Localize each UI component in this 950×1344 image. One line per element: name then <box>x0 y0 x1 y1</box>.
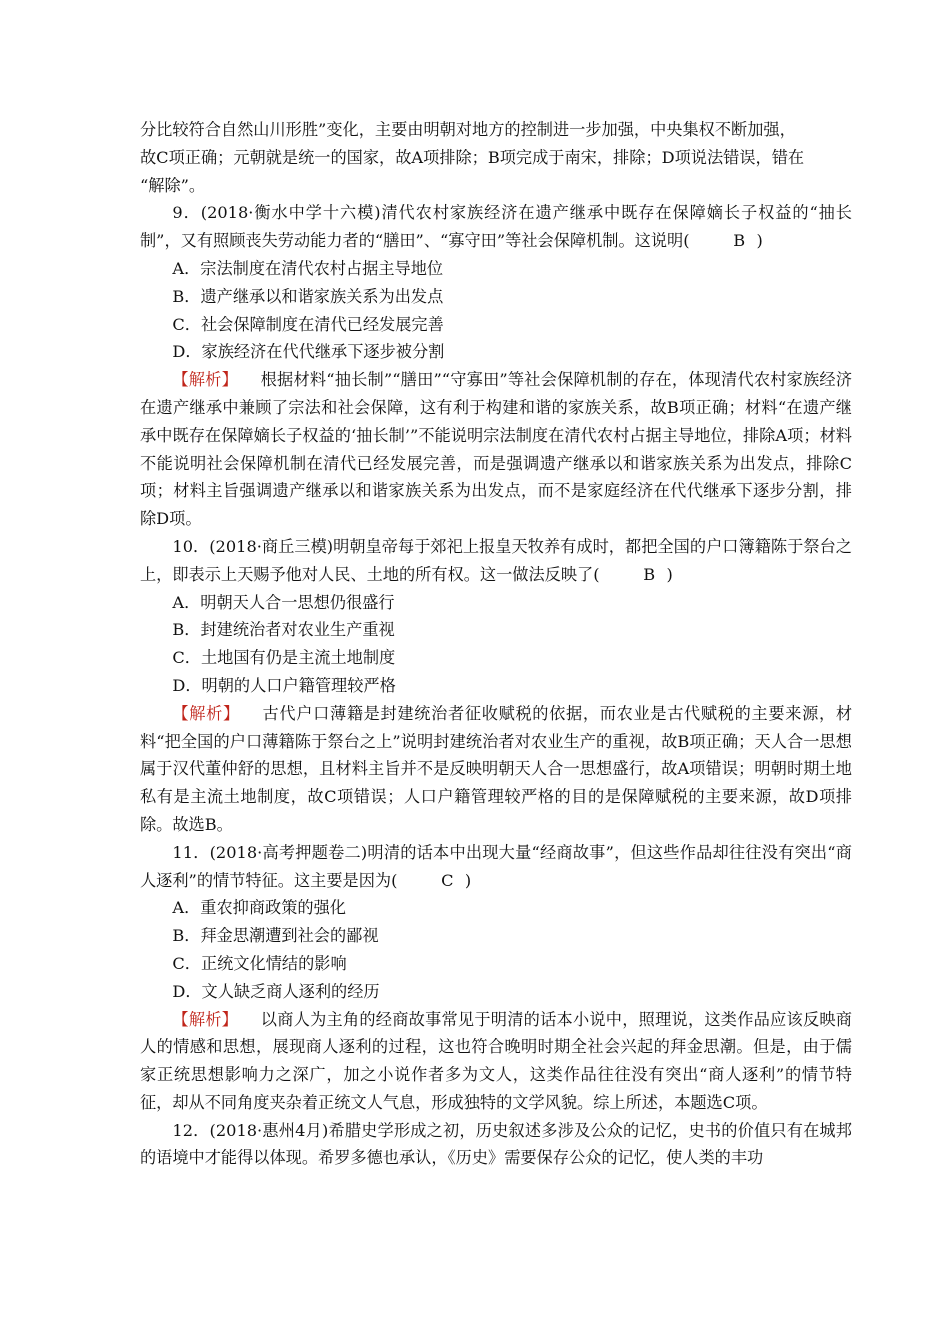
option-a: A．明朝天人合一思想仍很盛行 <box>172 592 395 612</box>
question-text-end: ) <box>464 870 472 890</box>
analysis-tag: 【解析】 <box>172 703 240 723</box>
answer-letter: B <box>733 231 746 251</box>
question-text-end: ) <box>756 231 763 251</box>
option-d: D．明朝的人口户籍管理较严格 <box>172 675 396 695</box>
question-9-stem <box>140 199 852 255</box>
answer-letter: B <box>643 564 656 584</box>
option-c: C．土地国有仍是主流土地制度 <box>172 648 396 668</box>
question-number: 12． <box>172 1120 210 1140</box>
option-a: A．宗法制度在清代农村占据主导地位 <box>172 258 444 278</box>
option-d: D．文人缺乏商人逐利的经历 <box>172 981 380 1001</box>
option-c: C．社会保障制度在清代已经发展完善 <box>172 314 444 334</box>
intro-line: 故C项正确；元朝就是统一的国家，故A项排除；B项完成于南宋，排除；D项说法错误，错在 <box>140 147 805 167</box>
analysis-tag: 【解析】 <box>172 370 238 390</box>
answer-letter: C <box>441 870 454 890</box>
question-12-stem <box>140 1117 852 1173</box>
question-text-end: ) <box>666 564 673 584</box>
question-text: (2018·衡水中学十六模)清代农村家族经济在遗产继承中既存在保障嫡长子权益的“抽长制”，又有照顾丧失劳动能力者的“膳田”、“寡守田”等社会保障机制。这说明( <box>140 203 852 251</box>
question-text: (2018·惠州4月)希腊史学形成之初，历史叙述多涉及公众的记忆，史书的价值只有在城邦的语境中才能得以体现。希罗多德也承认，《历史》需要保存公众的记忆，使人类的丰功 <box>140 1120 852 1168</box>
question-text: (2018·商丘三模)明朝皇帝每于郊祀上报皇天牧养有成时，都把全国的户口簿籍陈于祭台之上，即表示上天赐予他对人民、土地的所有权。这一做法反映了( <box>140 536 852 584</box>
document-page <box>140 116 852 1172</box>
option-b: B．遗产继承以和谐家族关系为出发点 <box>172 286 444 306</box>
question-number: 9． <box>172 203 201 223</box>
question-number: 11． <box>172 842 210 862</box>
question-11-stem <box>140 839 852 895</box>
option-b: B．拜金思潮遭到社会的鄙视 <box>172 926 379 946</box>
question-text: (2018·高考押题卷二)明清的话本中出现大量“经商故事”，但这些作品却往往没有突出“商人逐利”的情节特征。这主要是因为( <box>140 842 852 890</box>
question-10-stem <box>140 533 852 589</box>
question-number: 10． <box>172 536 210 556</box>
question-10-analysis <box>140 700 852 839</box>
question-11-analysis <box>140 1006 852 1117</box>
analysis-text: 根据材料“抽长制”“膳田”“守寡田”等社会保障机制的存在，体现清代农村家族经济在遗产继承中兼顾了宗法和社会保障，这有利于构建和谐的家族关系，故B项正确；材料“在遗产继承中既存在保障嫡长子权益的‘抽长制’”不能说明宗法制度在清代农村占据主导地位，排除A项；材料不能说明社会保障机制在清代已经发展完善，而是强调遗产继承以和谐家族关系为出发点，排除C项；材料主旨强调遗产继承以和谐家族关系为出发点，而不是家庭经济在代代继承下逐步分割，排除D项。 <box>140 370 853 529</box>
option-c: C．正统文化情结的影响 <box>172 953 347 973</box>
intro-line: “解除”。 <box>140 175 206 195</box>
option-b: B．封建统治者对农业生产重视 <box>172 620 395 640</box>
analysis-text: 以商人为主角的经商故事常见于明清的话本小说中，照理说，这类作品应该反映商人的情感和思想，展现商人逐利的过程，这也符合晚明时期全社会兴起的拜金思潮。但是，由于儒家正统思想影响力之深广，加之小说作者多为文人，这类作品往往没有突出“商人逐利”的情节特征，却从不同角度夹杂着正统文人气息，形成独特的文学风貌。综上所述，本题选C项。 <box>140 1009 852 1112</box>
analysis-text: 古代户口薄籍是封建统治者征收赋税的依据，而农业是古代赋税的主要来源，材料“把全国的户口薄籍陈于祭台之上”说明封建统治者对农业生产的重视，故B项正确；天人合一思想属于汉代董仲舒的思想，且材料主旨并不是反映明朝天人合一思想盛行，故A项错误；明朝时期土地私有是主流土地制度，故C项错误；人口户籍管理较严格的目的是保障赋税的主要来源，故D项排除。故选B。 <box>140 703 853 834</box>
option-d: D．家族经济在代代继承下逐步被分割 <box>172 342 445 362</box>
option-a: A．重农抑商政策的强化 <box>172 898 346 918</box>
analysis-tag: 【解析】 <box>172 1009 239 1029</box>
intro-line: 分比较符合自然山川形胜”变化，主要由明朝对地方的控制进一步加强，中央集权不断加强， <box>140 120 796 139</box>
question-9-analysis <box>140 366 852 533</box>
